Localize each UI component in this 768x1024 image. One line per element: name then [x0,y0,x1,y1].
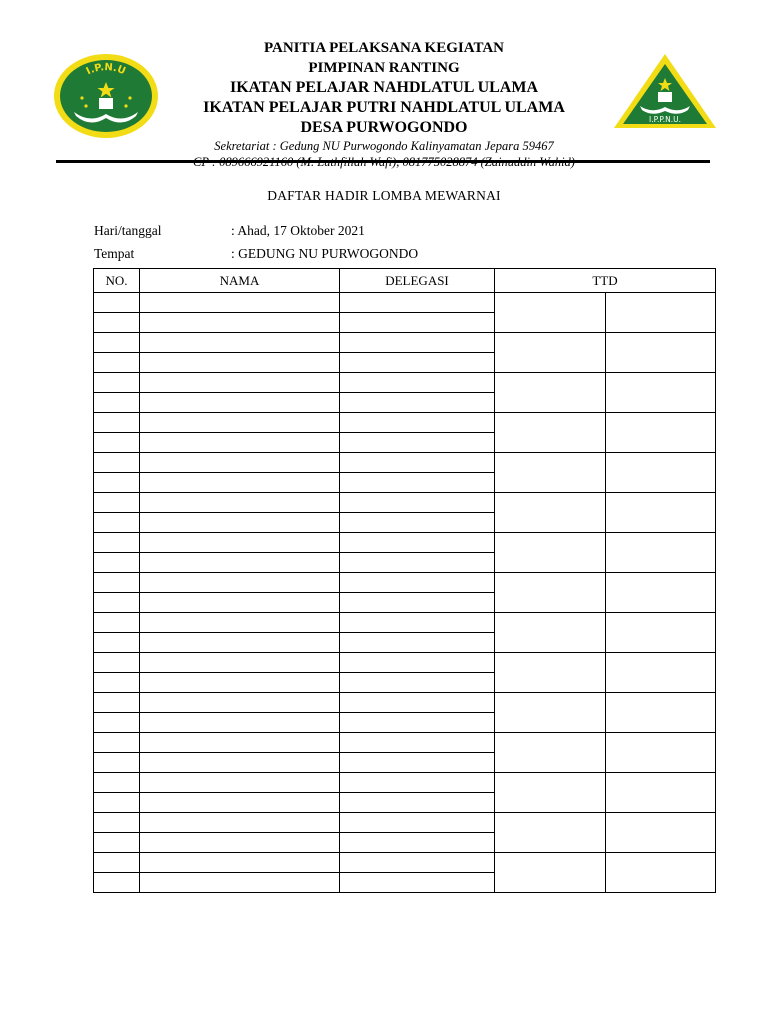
no-cell [94,713,140,733]
delegasi-cell [340,453,495,473]
delegasi-cell [340,513,495,533]
ttd-cell-right [606,413,716,453]
delegasi-cell [340,573,495,593]
delegasi-cell [340,553,495,573]
delegasi-cell [340,673,495,693]
table-row [94,853,716,873]
delegasi-cell [340,613,495,633]
delegasi-cell [340,533,495,553]
ttd-cell-left [495,493,606,533]
delegasi-cell [340,593,495,613]
nama-cell [140,453,340,473]
delegasi-cell [340,393,495,413]
nama-cell [140,613,340,633]
ippnu-logo [610,52,720,132]
delegasi-cell [340,693,495,713]
ipnu-logo [52,52,160,140]
nama-cell [140,433,340,453]
nama-cell [140,773,340,793]
header-divider [56,160,710,163]
no-cell [94,353,140,373]
nama-cell [140,373,340,393]
col-header-ttd: TTD [495,269,716,293]
nama-cell [140,353,340,373]
table-row [94,573,716,593]
delegasi-cell [340,373,495,393]
ttd-cell-left [495,333,606,373]
delegasi-cell [340,353,495,373]
no-cell [94,613,140,633]
ttd-cell-right [606,453,716,493]
no-cell [94,653,140,673]
ttd-cell-right [606,533,716,573]
delegasi-cell [340,413,495,433]
delegasi-cell [340,733,495,753]
no-cell [94,813,140,833]
delegasi-cell [340,853,495,873]
letterhead [160,38,608,170]
table-row [94,773,716,793]
delegasi-cell [340,713,495,733]
nama-cell [140,293,340,313]
table-row [94,373,716,393]
nama-cell [140,733,340,753]
nama-cell [140,833,340,853]
nama-cell [140,593,340,613]
ttd-cell-left [495,653,606,693]
delegasi-cell [340,293,495,313]
col-header-nama: NAMA [140,269,340,293]
table-row [94,413,716,433]
table-row [94,453,716,473]
nama-cell [140,693,340,713]
no-cell [94,293,140,313]
no-cell [94,733,140,753]
no-cell [94,833,140,853]
no-cell [94,693,140,713]
delegasi-cell [340,653,495,673]
ttd-cell-left [495,853,606,893]
header-line-2: PIMPINAN RANTING [308,60,460,76]
nama-cell [140,473,340,493]
ttd-cell-right [606,293,716,333]
ttd-cell-right [606,653,716,693]
delegasi-cell [340,333,495,353]
no-cell [94,593,140,613]
delegasi-cell [340,313,495,333]
table-header-row [94,269,716,293]
ipnu-logo-text: I.P.N.U [84,61,127,78]
ttd-cell-right [606,693,716,733]
ttd-cell-right [606,573,716,613]
ttd-cell-left [495,813,606,853]
no-cell [94,753,140,773]
nama-cell [140,753,340,773]
delegasi-cell [340,633,495,653]
ttd-cell-left [495,773,606,813]
document-title: DAFTAR HADIR LOMBA MEWARNAI [267,188,501,203]
ttd-cell-right [606,333,716,373]
nama-cell [140,333,340,353]
nama-cell [140,313,340,333]
ttd-cell-left [495,693,606,733]
table-row [94,653,716,673]
ttd-cell-left [495,453,606,493]
no-cell [94,853,140,873]
secretariat-address: Sekretariat : Gedung NU Purwogondo Kalinyamatan Jepara 59467 [214,139,554,153]
ttd-cell-right [606,493,716,533]
delegasi-cell [340,873,495,893]
attendance-rows [94,293,716,893]
no-cell [94,793,140,813]
place-value: : GEDUNG NU PURWOGONDO [231,246,419,261]
nama-cell [140,873,340,893]
col-header-no: NO. [94,269,140,293]
nama-cell [140,633,340,653]
nama-cell [140,853,340,873]
nama-cell [140,793,340,813]
ttd-cell-left [495,533,606,573]
delegasi-cell [340,813,495,833]
no-cell [94,533,140,553]
nama-cell [140,673,340,693]
table-row [94,333,716,353]
table-row [94,533,716,553]
no-cell [94,873,140,893]
delegasi-cell [340,493,495,513]
ttd-cell-left [495,293,606,333]
nama-cell [140,533,340,553]
table-row [94,693,716,713]
ttd-cell-left [495,413,606,453]
no-cell [94,333,140,353]
no-cell [94,773,140,793]
no-cell [94,453,140,473]
date-value: : Ahad, 17 Oktober 2021 [231,223,365,238]
delegasi-cell [340,773,495,793]
date-label: Hari/tanggal [94,223,162,238]
nama-cell [140,413,340,433]
no-cell [94,673,140,693]
place-label: Tempat [94,246,135,261]
ttd-cell-left [495,733,606,773]
table-row [94,733,716,753]
no-cell [94,553,140,573]
no-cell [94,633,140,653]
header-line-4: IKATAN PELAJAR PUTRI NAHDLATUL ULAMA [203,99,565,116]
ttd-cell-left [495,373,606,413]
delegasi-cell [340,793,495,813]
delegasi-cell [340,833,495,853]
nama-cell [140,493,340,513]
no-cell [94,373,140,393]
nama-cell [140,713,340,733]
ttd-cell-right [606,733,716,773]
nama-cell [140,513,340,533]
table-row [94,813,716,833]
header-line-1: PANITIA PELAKSANA KEGIATAN [263,40,505,56]
ttd-cell-right [606,373,716,413]
delegasi-cell [340,433,495,453]
table-row [94,493,716,513]
header-line-5: DESA PURWOGONDO [300,119,468,136]
no-cell [94,313,140,333]
ttd-cell-right [606,773,716,813]
ttd-cell-left [495,613,606,653]
no-cell [94,433,140,453]
no-cell [94,493,140,513]
col-header-delegasi: DELEGASI [340,269,495,293]
ttd-cell-right [606,853,716,893]
no-cell [94,473,140,493]
nama-cell [140,813,340,833]
ttd-cell-right [606,613,716,653]
no-cell [94,393,140,413]
nama-cell [140,553,340,573]
no-cell [94,413,140,433]
ttd-cell-left [495,573,606,613]
table-row [94,293,716,313]
attendance-table [93,268,716,893]
nama-cell [140,573,340,593]
table-row [94,613,716,633]
delegasi-cell [340,753,495,773]
no-cell [94,513,140,533]
header-line-3: IKATAN PELAJAR NAHDLATUL ULAMA [229,79,538,96]
delegasi-cell [340,473,495,493]
nama-cell [140,653,340,673]
ttd-cell-right [606,813,716,853]
nama-cell [140,393,340,413]
ippnu-logo-text: I.P.P.N.U. [649,115,681,124]
no-cell [94,573,140,593]
